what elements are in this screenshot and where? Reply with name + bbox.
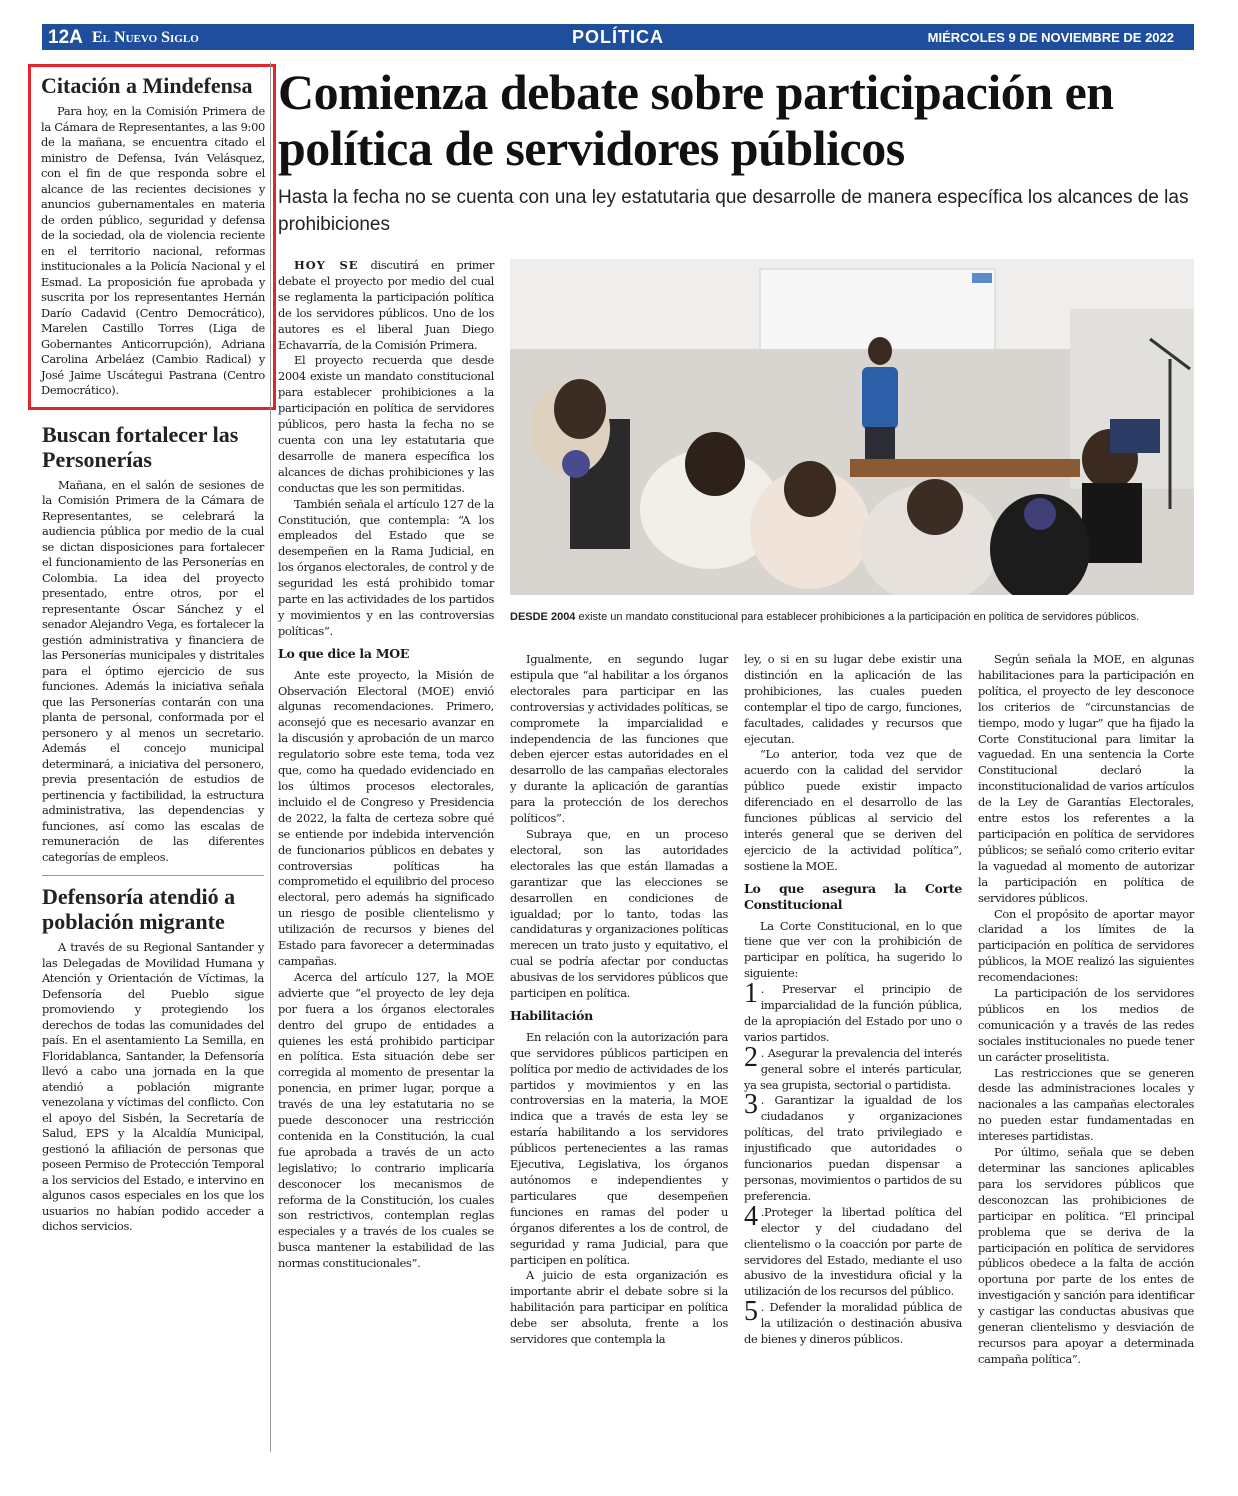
subheading-corte: Lo que asegura la Corte Constitucional	[744, 880, 962, 912]
paragraph: También señala el artículo 127 de la Constitución, que contempla: “A los empleados del Estado que se desempeñen en la Rama Judicial, en los órganos electorales, de control y de seguridad les está prohibido tomar parte en las actividades de los partidos y movimientos y en las controversias políticas”.	[278, 496, 494, 638]
paragraph: La Corte Constitucional, en lo que tiene que ver con la prohibición de participar en política, ha sugerido lo siguiente:	[744, 918, 962, 981]
citacion-body: Para hoy, en la Comisión Primera de la Cámara de Representantes, a las 9:00 de la mañana, se encuentra citado el ministro de Defensa, Iván Velásquez, con el fin de que responda sobre el alcance de las recientes decisiones y anuncios gubernamentales en materia de orden público, seguridad y defensa de la sociedad, ola de violencia reciente en el territorio nacional, reformas institucionales a la Policía Nacional y el Esmad. La proposición fue aprobada y suscrita por los representantes Hernán Darío Cadavid (Centro Democrático), Marelen Castillo Torres (Liga de Gobernantes Anticorrupción), Adriana Carolina Arbeláez (Cambio Radical) y José Jaime Uscátegui Pastrana (Centro Democrático).	[41, 104, 265, 397]
list-item: 5 . Defender la moralidad pública de la utilización o destinación abusiva de bienes y dineros públicos.	[744, 1296, 962, 1347]
subheadline: Hasta la fecha no se cuenta con una ley estatutaria que desarrolle de manera específica los alcances de las prohibiciones	[278, 187, 1189, 235]
article-column-1	[278, 258, 494, 1272]
sidebar	[42, 64, 264, 1235]
article-column-3	[744, 652, 962, 1348]
defensoria-title: Defensoría atendió a población migrante	[42, 884, 236, 934]
paragraph: A juicio de esta organización es importante abrir el debate sobre si la habilitación para participar en política debe ser absoluta, frente a los servidores que contempla la	[510, 1268, 728, 1347]
paragraph: ley, o si en su lugar debe existir una distinción en la aplicación de las prohibiciones, las cuales pueden contemplar el tipo de cargo, funciones, facultades, calidades y recursos que ejecutan.	[744, 652, 962, 746]
column-rule	[270, 62, 271, 1452]
citacion-title: Citación a Mindefensa	[41, 73, 253, 98]
photo-caption: DESDE 2004 existe un mandato constitucional para establecer prohibiciones a la participación en política de servidores públicos.	[510, 611, 1140, 623]
article-column-2	[510, 652, 728, 1348]
article-photo	[510, 259, 1194, 595]
section-title: POLÍTICA	[572, 27, 664, 47]
list-item: 4 .Proteger la libertad política del elector y del ciudadano del clientelismo o la coacción por parte de servidores del Estado, mediante el uso abusivo de la investidura oficial y la utilización de los recursos del público.	[744, 1200, 962, 1299]
paragraph: “Lo anterior, toda vez que de acuerdo con la calidad del servidor público puede existir impacto diferenciado en el desarrollo de las funciones públicas al servicio del interés general que se deriven del ejercicio de la actividad política”, sostiene la MOE.	[744, 747, 962, 873]
citacion-box	[28, 64, 276, 410]
list-item: 2 . Asegurar la prevalencia del interés general sobre el interés particular, ya sea grupista, sectorial o partidista.	[744, 1041, 962, 1092]
defensoria-body: A través de su Regional Santander y las Delegadas de Movilidad Humana y Atención y Orientación de Víctimas, la Defensoría del Pueblo sigue promoviendo y protegiendo los derechos de todas las comunidades del país. En el asentamiento La Semilla, en Floridablanca, Santander, la Defensoría llevó a cabo una jornada en la que atendió a población migrante venezolana y víctimas del conflicto. Con el apoyo del Sisbén, la Secretaría de Salud, EPS y la Alcaldía Municipal, gestionó la afiliación de personas que poseen Permiso de Protección Temporal a los servicios del Estado, e intervino en algunos casos especiales en los que los usuarios no habían podido acceder a dichos servicios.	[42, 940, 264, 1233]
lead-in: HOY SE	[294, 258, 359, 272]
paragraph: Subraya que, en un proceso electoral, son las autoridades electorales las que están llamadas a garantizar que las elecciones se desarrollen en condiciones de igualdad; por lo tanto, todas las candidaturas y organizaciones políticas merecen un trato justo y equitativo, el cual se podría afectar por conductas abusivas de los servidores públicos que participen en política.	[510, 826, 728, 1001]
subheading-moe: Lo que dice la MOE	[278, 645, 410, 661]
paragraph: Las restricciones que se generen desde las administraciones locales y nacionales a las campañas electorales no pueden estar fundamentadas en intereses partidistas.	[978, 1065, 1194, 1144]
page-number: 12A	[48, 27, 83, 48]
sidebar-divider	[42, 875, 264, 876]
conference-scene-illustration	[510, 259, 1194, 595]
article-column-4	[978, 652, 1194, 1368]
paragraph: Por último, señala que se deben determinar las sanciones aplicables para los servidores públicos que desconozcan las prohibiciones de participar en política. “El principal problema que se deriva de la participación en política de servidores públicos obedece a la falta de acción oportuna por parte de los entes de investigación y sanción para identificar y castigar las conductas abusivas que generan clientelismo y desviación de recursos para apoyar a determinada campaña política”.	[978, 1145, 1194, 1366]
list-item: 3 . Garantizar la igualdad de los ciudadanos y organizaciones políticas, del trato privilegiado e injustificado que autoridades o funcionarios puedan dispensar a personas, movimientos o partidos de su preferencia.	[744, 1089, 962, 1203]
article-header	[278, 64, 1194, 238]
paragraph: HOY SE discutirá en primer debate el proyecto por medio del cual se reglamenta la participación política de los servidores públicos. Uno de los autores es el liberal Juan Diego Echavarría, de la Comisión Primera.	[278, 258, 494, 352]
paragraph: La participación de los servidores públicos en los medios de comunicación y a través de las redes sociales institucionales no puede tener un carácter proselitista.	[978, 986, 1194, 1064]
paragraph: En relación con la autorización para que servidores públicos participen en política por medio de actividades de los partidos y movimientos y en las controversias en la materia, la MOE indica que a través de esta ley se estaría habilitando a los servidores públicos pertenecientes a las ramas Ejecutiva, Legislativa, los órganos autónomos e independientes y particulares que desempeñen funciones en ramas del poder u órganos diferentes a los de control, de seguridad y rama Judicial, para que participen en política.	[510, 1029, 728, 1267]
paragraph: Igualmente, en segundo lugar estipula que “al habilitar a los órganos electorales para participar en las controversias y actividades políticas, se compromete la imparcialidad e independencia de las funciones que deben ejercer estas autoridades en el desarrollo de las campañas electorales y durante la aplicación de garantías para la protección de los derechos políticos”.	[510, 652, 728, 826]
paragraph: Acerca del artículo 127, la MOE advierte que “el proyecto de ley deja por fuera a los órganos electorales dentro del grupo de entidades a quienes les está prohibido participar en política. Esta situación debe ser corregida al momento de presentar la ponencia, en primer lugar, porque a través de una ley estatutaria no se puede desconocer una restricción contenida en la Constitución, la cual fue aprobada a través de un acto legislativo; lo contrario implicaría desconocer los mecanismos de reforma de la Constitución, los cuales son restrictivos, contemplan reglas especiales y a través de los cuales se busca mantener la estabilidad de las normas constitucionales”.	[278, 969, 494, 1271]
personerias-body: Mañana, en el salón de sesiones de la Comisión Primera de la Cámara de Representantes, se celebrará la audiencia pública por medio de la cual se dictan disposiciones para fortalecer el funcionamiento de las Personerías en Colombia. La idea del proyecto presentado, entre otros, por el representante Óscar Sánchez y el senador Alejandro Vega, es fortalecer la gestión administrativa y financiera de las Personerías municipales y distritales para el óptimo ejercicio de sus funciones. Además la iniciativa señala que las Personerías contarán con una planta de personal, conformada por el personero y al menos un secretario. Además el concejo municipal determinará, a iniciativa del personero, previa presentación de estudios de pertinencia y factibilidad, la estructura administrativa, las dependencias y funciones, así como las escalas de remuneración de las diferentes categorías de empleos.	[42, 477, 264, 864]
issue-date: MIÉRCOLES 9 DE NOVIEMBRE DE 2022	[927, 30, 1174, 45]
masthead-bar	[42, 24, 1194, 50]
headline: Comienza debate sobre participación en política de servidores públicos	[278, 64, 1114, 176]
paragraph: Ante este proyecto, la Misión de Observación Electoral (MOE) envió algunas recomendaciones. Primero, aconsejó que es necesario avanzar en la discusión y aprobación de un marco regulatorio sobre este tema, toda vez que, como ha quedado evidenciado en los últimos procesos electorales, incluido el de Congreso y Presidencia de 2022, la falta de certeza sobre qué se entiende por indebida intervención de funcionarios públicos en debates y controversias políticas ha comprometido el equilibrio del proceso electoral, pero además ha significado un riesgo de posible clientelismo y utilización de recursos y bienes del Estado para favorecer a determinadas campañas.	[278, 667, 494, 968]
defensoria-section	[42, 884, 264, 1235]
paragraph: Según señala la MOE, en algunas habilitaciones para la participación en política, el proyecto de ley desconoce los criterios de “circunstancias de tiempo, modo y lugar” que ha fijado la Corte Constitucional para limitar la vaguedad. En una sentencia la Corte Constitucional declaró la inconstitucionalidad de varios artículos de la Ley de Garantías Electorales, entre estos los referentes a la participación en política de servidores públicos; se señaló como criterio evitar la vaguedad al momento de autorizar la participación en política de servidores públicos.	[978, 652, 1194, 905]
list-item: 1 . Preservar el principio de imparcialidad de la función pública, de la apropiación del Estado por uno o varios partidos.	[744, 978, 962, 1044]
paragraph: Con el propósito de aportar mayor claridad a los límites de la participación en política de servidores públicos, la MOE realizó las siguientes recomendaciones:	[978, 906, 1194, 985]
personerias-section	[42, 422, 264, 866]
personerias-title: Buscan fortalecer las Personerías	[42, 421, 239, 472]
paragraph: El proyecto recuerda que desde 2004 existe un mandato constitucional para establecer prohibiciones a la participación en política de servidores públicos, pero hasta la fecha no se cuenta con una ley estatutaria que desarrolle de manera específica los alcances de dichas prohibiciones y las conductas que les son permitidas.	[278, 353, 494, 495]
subheading-habilitacion: Habilitación	[510, 1007, 593, 1023]
newspaper-brand: El Nuevo Siglo	[92, 29, 199, 46]
